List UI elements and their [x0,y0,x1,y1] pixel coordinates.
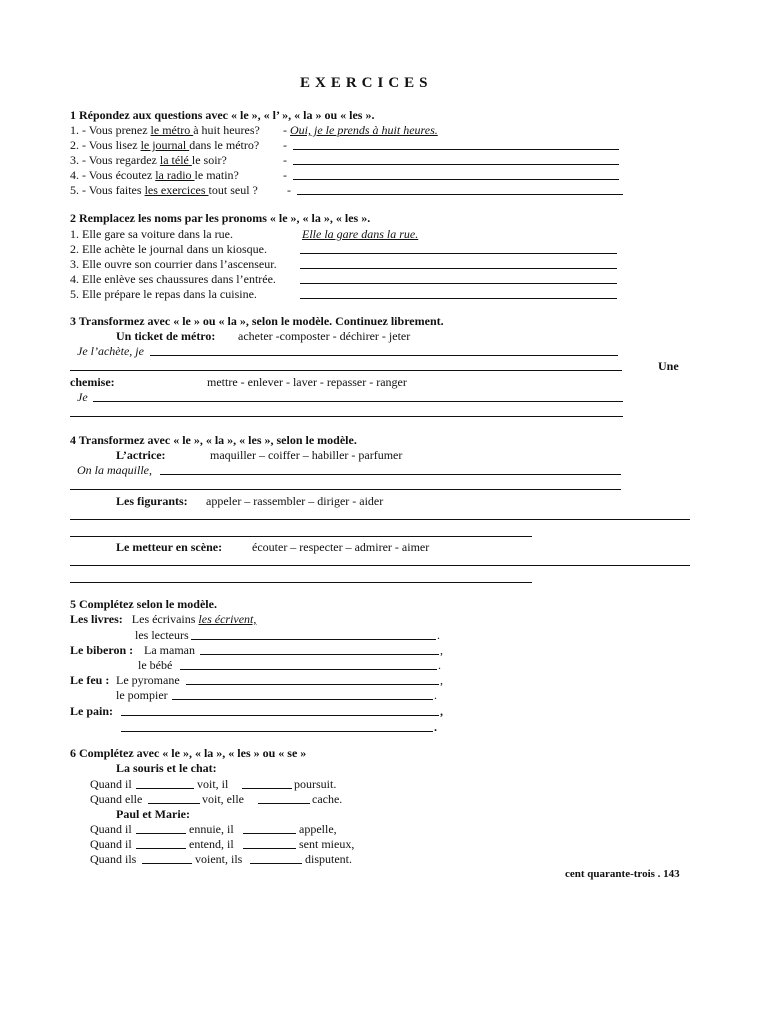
answer-blank-4-5[interactable] [70,565,690,566]
ex6-line-5a: Quand ils [90,852,137,866]
ex6-line-2b: voit, elle [202,792,244,806]
ex1-dash-2: - [283,138,287,152]
ex3-heading: 3 Transformez avec « le » ou « la », selon le modèle. Continuez librement. [70,314,444,328]
q-word: le journal [140,138,190,152]
ex6-line-1b: voit, il [197,777,229,791]
answer-blank-6-1b[interactable] [242,788,292,789]
ex5-period-2: . [438,658,441,672]
q-text: à huit heures? [193,123,260,137]
ex6-line-1c: poursuit. [294,777,337,791]
ex2-sentence-3: 3. Elle ouvre son courrier dans l’ascenseur. [70,257,277,271]
ex5-heading: 5 Complétez selon le modèle. [70,597,217,611]
ex6-line-1a: Quand il [90,777,132,791]
answer-blank-4-6[interactable] [70,582,532,583]
answer-blank-6-2a[interactable] [148,803,200,804]
ex6-souris-label: La souris et le chat: [116,761,217,775]
page-title: EXERCICES [300,75,433,91]
answer-blank-3-4[interactable] [70,416,623,417]
answer-blank-2-5[interactable] [300,298,617,299]
answer-blank-6-2b[interactable] [258,803,310,804]
ex5-feu-label: Le feu : [70,673,110,687]
answer-blank-5-2[interactable] [200,654,439,655]
ex5-bebe: le bébé [138,658,173,672]
q-text: 2. - Vous lisez [70,138,141,152]
ex1-heading: 1 Répondez aux questions avec « le », « l’ », « la » ou « les ». [70,108,375,122]
ex4-figurants-label: Les figurants: [116,494,188,508]
ex5-pain-label: Le pain: [70,704,114,718]
q-text: 3. - Vous regardez [70,153,160,167]
ex5-livres-text: Les écrivains [131,612,199,626]
answer-blank-2-3[interactable] [300,268,617,269]
answer-blank-4-1[interactable] [160,474,621,475]
ex5-pompier: le pompier [116,688,168,702]
answer-blank-3-1[interactable] [150,355,618,356]
page-number: cent quarante-trois . 143 [565,868,680,880]
ex1-question-3 [70,153,227,168]
ex5-comma-1: , [440,643,443,657]
ex3-ticket-verbs: acheter -composter - déchirer - jeter [238,329,411,343]
q-text: tout seul ? [208,183,258,197]
answer-blank-1-4[interactable] [293,179,619,180]
answer-blank-4-3[interactable] [70,519,690,520]
answer-blank-3-3[interactable] [93,401,623,402]
ex6-heading: 6 Complétez avec « le », « la », « les » ou « se » [70,746,307,760]
ex4-heading: 4 Transformez avec « le », « la », « les », selon le modèle. [70,433,357,447]
answer-blank-4-4[interactable] [70,536,532,537]
ex1-dash-4: - [283,168,287,182]
ex5-feu-text: Le pyromane [116,673,180,687]
q-word: la radio [155,168,195,182]
ex6-line-5b: voient, ils [195,852,243,866]
ex6-line-3b: ennuie, il [189,822,234,836]
ex5-lecteurs: les lecteurs [135,628,189,642]
ex6-line-4c: sent mieux, [299,837,355,851]
answer-blank-5-1[interactable] [191,639,436,640]
ex3-chemise-label: chemise: [70,375,115,389]
answer-blank-1-5[interactable] [297,194,623,195]
ex6-line-2c: cache. [312,792,343,806]
model-answer: Oui, je le prends à huit heures. [290,123,438,137]
ex3-chemise-verbs: mettre - enlever - laver - repasser - ranger [207,375,407,389]
ex5-comma-3: , [440,704,443,718]
answer-blank-5-3[interactable] [180,669,437,670]
ex2-sentence-1: 1. Elle gare sa voiture dans la rue. [70,227,233,241]
ex5-comma-2: , [440,673,443,687]
answer-blank-5-5[interactable] [172,699,433,700]
answer-blank-5-7[interactable] [121,731,433,732]
answer-blank-6-5b[interactable] [250,863,302,864]
ex2-sentence-2: 2. Elle achète le journal dans un kiosque. [70,242,267,256]
ex1-answer-1 [283,123,438,138]
q-text: le soir? [191,153,227,167]
ex1-question-4 [70,168,239,183]
ex5-biberon-label: Le biberon : [70,643,134,657]
ex5-biberon-text: La maman [144,643,195,657]
ex6-line-2a: Quand elle [90,792,143,806]
ex4-actrice-label: L’actrice: [116,448,166,462]
answer-blank-6-4b[interactable] [243,848,296,849]
ex6-line-4b: entend, il [189,837,234,851]
ex4-metteur-label: Le metteur en scène: [116,540,223,554]
ex6-line-4a: Quand il [90,837,132,851]
q-word: les exercices [144,183,209,197]
ex2-sentence-5: 5. Elle prépare le repas dans la cuisine. [70,287,257,301]
answer-blank-1-2[interactable] [293,149,619,150]
answer-blank-1-3[interactable] [293,164,619,165]
ex3-ticket-start: Je l’achète, je [77,344,144,358]
dash: - [283,123,287,137]
answer-blank-5-4[interactable] [186,684,439,685]
ex1-question-1 [70,123,260,138]
q-word: la télé [159,153,192,167]
ex5-period-3: . [434,688,437,702]
ex1-dash-5: - [287,183,291,197]
answer-blank-3-2[interactable] [70,370,622,371]
ex2-heading: 2 Remplacez les noms par les pronoms « le », « la », « les ». [70,211,371,225]
ex5-model-answer: les écrivent, [198,612,257,626]
ex6-line-3c: appelle, [299,822,337,836]
ex3-ticket-label: Un ticket de métro: [116,329,216,343]
ex4-metteur-verbs: écouter – respecter – admirer - aimer [252,540,430,554]
ex6-paul-label: Paul et Marie: [116,807,190,821]
q-text: 4. - Vous écoutez [70,168,156,182]
ex1-question-2 [70,138,259,153]
ex5-period-4: . [434,720,437,734]
q-text: le matin? [194,168,239,182]
answer-blank-2-4[interactable] [300,283,617,284]
q-text: 5. - Vous faites [70,183,145,197]
answer-blank-6-4a[interactable] [136,848,186,849]
answer-blank-6-3b[interactable] [243,833,296,834]
ex1-dash-3: - [283,153,287,167]
ex6-line-5c: disputent. [305,852,352,866]
ex4-actrice-verbs: maquiller – coiffer – habiller - parfumer [210,448,403,462]
answer-blank-2-2[interactable] [300,253,617,254]
ex6-line-3a: Quand il [90,822,132,836]
ex1-question-5 [70,183,258,198]
ex3-chemise-start: Je [77,390,88,404]
ex4-figurants-verbs: appeler – rassembler – diriger - aider [206,494,384,508]
ex2-sentence-4: 4. Elle enlève ses chaussures dans l’entrée. [70,272,276,286]
ex4-actrice-start: On la maquille, [77,463,152,477]
answer-blank-6-3a[interactable] [136,833,186,834]
answer-blank-6-1a[interactable] [136,788,194,789]
ex5-livres-label: Les livres: [70,612,123,626]
ex3-une: Une [658,359,679,373]
answer-blank-5-6[interactable] [121,715,439,716]
q-text: 1. - Vous prenez [70,123,151,137]
answer-blank-4-2[interactable] [70,489,621,490]
ex5-livres-line [70,612,256,627]
answer-blank-6-5a[interactable] [142,863,192,864]
q-text: dans le métro? [189,138,260,152]
ex2-model-answer: Elle la gare dans la rue. [302,227,419,241]
q-word: le métro [150,123,194,137]
ex5-period-1: . [437,628,440,642]
